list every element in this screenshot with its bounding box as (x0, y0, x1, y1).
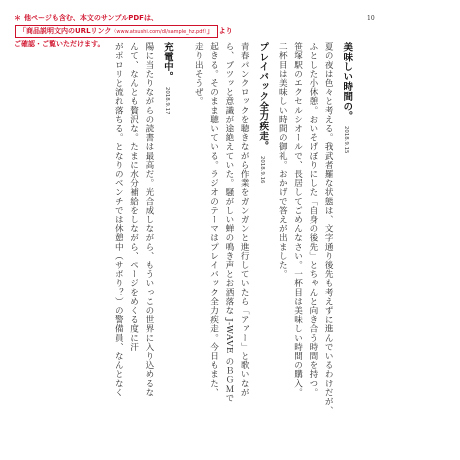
asterisk-icon: ＊ (14, 14, 21, 22)
article-line: ふとした小休憩。おいそげぼりにした「自身の後先」とちゃんと向き合う時間を持つ。 (307, 42, 318, 397)
article-line: んて、なんとも贅沢な。たまに水分補給をしながら、ページをめくる度に汗 (128, 42, 139, 352)
article-line: 陽に当たりながらの読書は最高だ。光合成しながら、もういっこの世界に入り込めるな (143, 42, 154, 397)
article-line: 起きる。そのまま聴いている。ラジオのテーマはプレイバック全力疾走。今日もまた、 (208, 42, 219, 397)
article-date: 2018.9.15 (343, 126, 350, 154)
page-number: 10 (367, 15, 375, 22)
article-line: 夏の夜は色々と考える。我武者羅な状態は、文字通り後先も考えずに進んでいるわけだが、 (323, 42, 334, 416)
article-line: がポロリと流れ落ちる。となりのベンチでは休憩中（サボり？）の警備員、なんとなく (113, 42, 124, 397)
article-line: ら、ブツッと意識が途絶えていた。騒がしい蝉の鳴き声とお洒落な J-WAVE のＢＧＭで (223, 42, 234, 403)
article-title: プレイバック全力疾走。 (257, 42, 269, 151)
article-line: 走り出そうぜ。 (193, 42, 204, 106)
notice-line-3: ご確認・ご覧いただけます。 (14, 40, 105, 48)
article-line: 二杯目は美味しい時間の御礼。おかげで答えが出ました。 (277, 42, 288, 279)
article-date: 2018.9.17 (163, 86, 170, 115)
article-line: 笹塚駅のエクセルシオールで、長居してごめんなさい。一杯目は美味しい時間の購入。 (292, 42, 303, 397)
article-title: 美味しい時間の。 (341, 42, 353, 122)
notice-line-1: ＊ 他ページも含む、本文のサンプルPDFは、 (14, 14, 158, 22)
article-title: 充電中。 (161, 42, 173, 82)
notice-line-2: 「商品説明文内のURLリンク（www.atsushi.com/dl/sample_hz.pdf）」 より (14, 25, 344, 38)
article-2 (190, 42, 269, 403)
article-1 (274, 42, 353, 415)
article-date: 2018.9.16 (259, 155, 266, 184)
article-3 (110, 42, 174, 397)
url-link-box[interactable]: 「商品説明文内のURLリンク（www.atsushi.com/dl/sample_hz.pdf）」 (15, 25, 218, 38)
article-line: 青春パンクロックを聴きながら作業をガンガンと進行していたら「アァー」と歌いなが (239, 42, 250, 397)
